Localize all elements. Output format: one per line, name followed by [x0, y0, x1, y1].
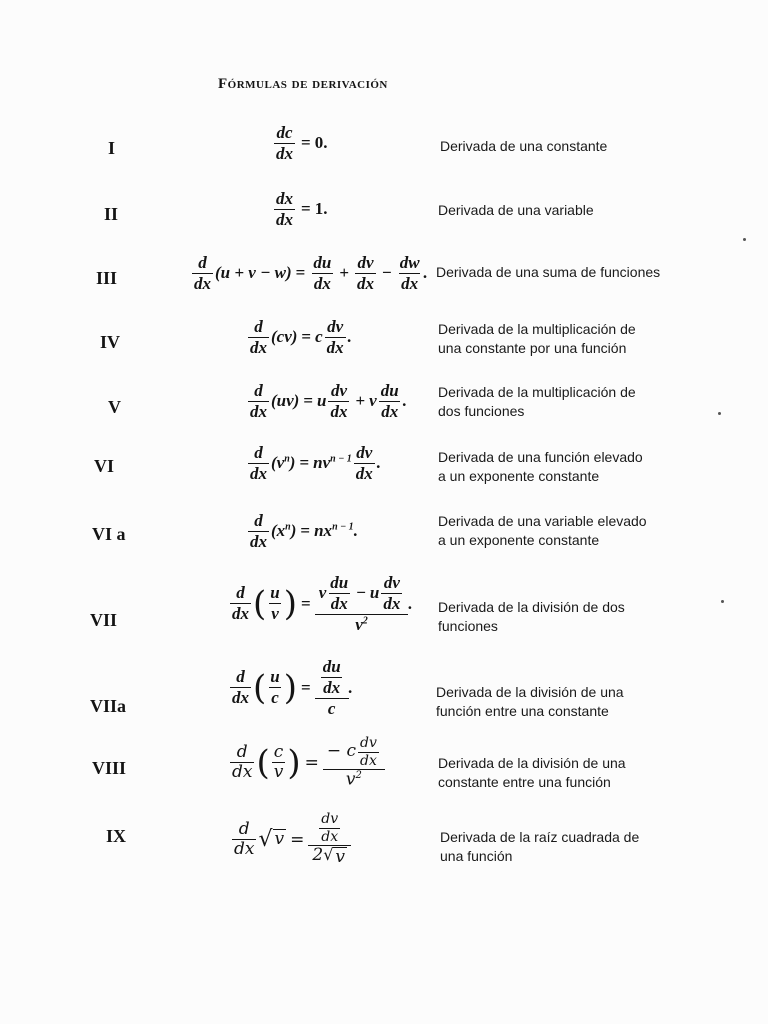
formula-number: III [96, 268, 118, 288]
formula-number: VII [90, 610, 118, 630]
formula-description: Derivada de la división de una función entre una constante [436, 684, 624, 719]
scan-speck [743, 238, 746, 241]
formula-number: V [108, 397, 121, 417]
formula-description: Derivada de una variable [438, 202, 594, 218]
formula-number: I [108, 138, 116, 158]
formula-variable: $\frac{dx}{dx}$ = 1. [276, 189, 328, 229]
formula-description: Derivada de la raíz cuadrada de una función [440, 829, 640, 864]
formula-description: Derivada de una suma de funciones [436, 264, 661, 280]
scan-speck [721, 600, 724, 603]
formula-description: Derivada de la multiplicación de dos funciones [438, 384, 636, 419]
formula-description: Derivada de la división de dos funciones [438, 599, 625, 634]
formula-number: VI [94, 456, 115, 476]
formula-quotient: $\frac{d}{dx}$ ( $\frac{u}{v}$ ) = v $\frac{du}{dx}$ − u $\frac{dv}{dx}$ $v^2$ . [232, 573, 413, 634]
formula-constant-product: $\frac{d}{dx}$ (cv) = c $\frac{dv}{dx}$ . [250, 317, 352, 357]
formula-constant: $\frac{dc}{dx}$ = 0. [276, 123, 328, 163]
formula-number: VIII [92, 758, 127, 778]
formula-square-root: $\frac{d}{dx}$ √ v = $\frac{dv}{dx}$ 2 √ v [230, 812, 351, 868]
formula-constant-over-function: $\frac{d}{dx}$ ( $\frac{c}{v}$ ) = − c $\frac{dv}{dx}$ $v^2$ [228, 736, 385, 790]
scan-speck [718, 412, 721, 415]
formula-number: VI a [92, 524, 126, 544]
formula-number: II [104, 204, 119, 224]
formula-description: Derivada de una función elevado a un exponente constante [438, 449, 643, 484]
formula-number: IX [106, 826, 127, 846]
formula-number: VIIa [90, 696, 127, 716]
formula-power-function: $\frac{d}{dx}$ $(v^n)$ = $nv^{n - 1}$ $\frac{dv}{dx}$ . [250, 443, 382, 483]
formula-sum: $\frac{d}{dx}$ (u + v − w) = $\frac{du}{dx}$ + $\frac{dv}{dx}$ − $\frac{dw}{dx}$ . [194, 253, 428, 293]
page-title: Fórmulas de derivación [218, 76, 388, 92]
formula-power-variable: $\frac{d}{dx}$ $(x^n)$ = $nx^{n - 1}$. [250, 511, 358, 551]
formula-description: Derivada de la división de una constante entre una función [438, 755, 626, 790]
formula-product: $\frac{d}{dx}$ (uv) = u $\frac{dv}{dx}$ + v $\frac{du}{dx}$ . [250, 381, 407, 421]
formula-description: Derivada de una variable elevado a un exponente constante [438, 513, 647, 548]
formula-number: IV [100, 332, 121, 352]
formula-description: Derivada de una constante [440, 138, 608, 154]
formula-description: Derivada de la multiplicación de una constante por una función [438, 321, 636, 356]
formula-quotient-constant: $\frac{d}{dx}$ ( $\frac{u}{c}$ ) = $\frac{\frac{du}{dx}}{c}$ . [232, 657, 353, 718]
